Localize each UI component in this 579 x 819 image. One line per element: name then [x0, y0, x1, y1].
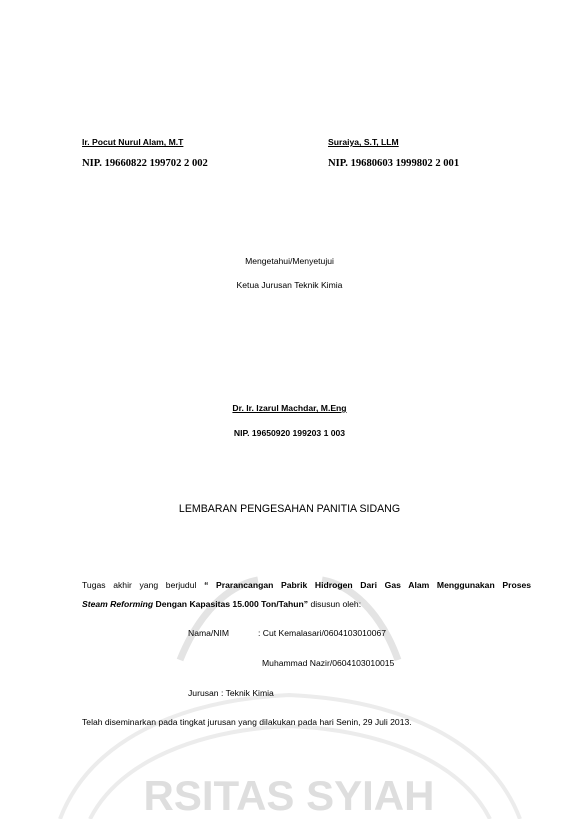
body-paragraph — [82, 576, 531, 614]
project-title: Prarancangan Pabrik Hidrogen Dari Gas Alam Menggunakan Proses — [216, 580, 532, 590]
nama-nim-label: Nama/NIM — [188, 628, 230, 638]
student-2: Muhammad Nazir/0604103010015 — [262, 658, 395, 668]
left-signatory-nip: NIP. 19660822 199702 2 002 — [82, 158, 208, 169]
project-title-italic: Steam Reforming — [82, 599, 154, 609]
close-quote: ” — [303, 599, 309, 609]
approver-nip: NIP. 19650920 199203 1 003 — [233, 428, 346, 438]
project-title-end: Dengan Kapasitas 15.000 Ton/Tahun — [155, 599, 304, 609]
watermark-text: RSITAS SYIAH — [143, 772, 435, 819]
page-title: LEMBARAN PENGESAHAN PANITIA SIDANG — [178, 503, 401, 515]
right-signatory-name: Suraiya, S.T, LLM — [328, 137, 399, 147]
right-signatory-nip: NIP. 19680603 1999802 2 001 — [328, 158, 460, 169]
intro-text: Tugas akhir yang berjudul — [82, 580, 197, 590]
approval-label: Mengetahui/Menyetujui — [245, 256, 334, 266]
body-line-2 — [82, 595, 531, 614]
closing-sentence: Telah diseminarkan pada tingkat jurusan yang dilakukan pada hari Senin, 29 Juli 2013. — [82, 717, 412, 727]
open-quote: “ — [204, 580, 209, 590]
after-text: disusun oleh: — [310, 599, 362, 609]
student-1: : Cut Kemalasari/0604103010067 — [258, 628, 387, 638]
left-signatory-name: Ir. Pocut Nurul Alam, M.T — [82, 137, 184, 147]
approver-name: Dr. Ir. Izarul Machdar, M.Eng — [232, 403, 347, 413]
approval-role: Ketua Jurusan Teknik Kimia — [236, 280, 343, 290]
jurusan-line: Jurusan : Teknik Kimia — [188, 688, 274, 698]
body-line-1 — [82, 576, 531, 595]
